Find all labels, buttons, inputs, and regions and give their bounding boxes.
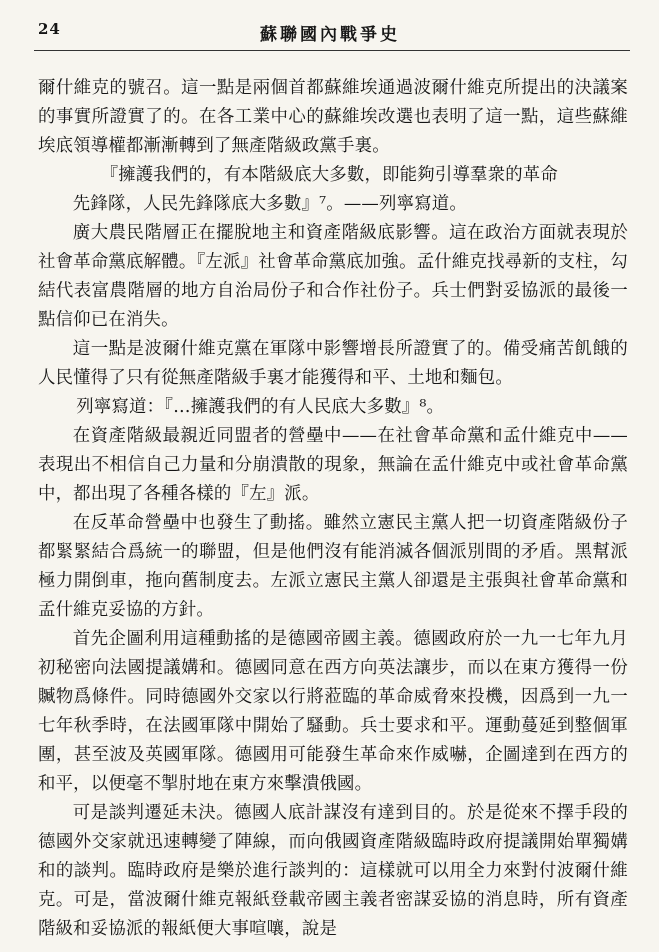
paragraph: 首先企圖利用這種動搖的是德國帝國主義。德國政府於一九一七年九月初秘密向法國提議媾和。德國同意在西方向英法讓步，而以在東方獲得一份贓物爲條件。同時德國外交家以行將蒞臨的革命威脅來投機，因爲到一九一七年秋季時，在法國軍隊中開始了騷動。兵士要求和平。運動蔓延到整個軍團，甚至波及英國軍隊。德國用可能發生革命來作威嚇，企圖達到在西方的和平，以便毫不掣肘地在東方來擊潰俄國。 xyxy=(38,629,628,794)
paragraph: 在資產階級最親近同盟者的營壘中——在社會革命黨和孟什維克中——表現出不相信自己力量和分崩潰散的現象，無論在孟什維克中或社會革命黨中，都出現了各種各樣的『左』派。 xyxy=(38,426,628,504)
paragraph: 可是談判遷延未決。德國人底計謀沒有達到目的。於是從來不擇手段的德國外交家就迅速轉變了陣線，而向俄國資產階級臨時政府提議開始單獨媾和的談判。臨時政府是樂於進行談判的：這樣就可以用全力來對付波爾什維克。可是，當波爾什維克報紙登載帝國主義者密謀妥協的消息時，所有資產階級和妥協派的報紙便大事喧嚷，說是 xyxy=(38,803,628,939)
header-rule xyxy=(34,50,630,51)
paragraph: 這一點是波爾什維克黨在軍隊中影響增長所證實了的。備受痛苦飢餓的人民懂得了只有從無產階級手裏才能獲得和平、土地和麵包。 xyxy=(38,339,628,388)
paragraph: 在反革命營壘中也發生了動搖。雖然立憲民主黨人把一切資產階級份子都緊緊結合爲統一的聯盟，但是他們沒有能消滅各個派別間的矛盾。黑幫派極力開倒車，拖向舊制度去。左派立憲民主黨人卻還是主張與社會革命黨和孟什維克妥協的方針。 xyxy=(38,513,628,620)
paragraph: 廣大農民階層正在擺脫地主和資產階級底影響。這在政治方面就表現於社會革命黨底解體。『左派』社會革命黨底加強。孟什維克找尋新的支柱，勾結代表富農階層的地方自治局份子和合作社份子。兵士們對妥協派的最後一點信仰已在消失。 xyxy=(38,223,628,330)
quotation-lenin-2: 列寧寫道：『…擁護我們的有人民底大多數』⁸。 xyxy=(76,397,445,417)
page-header xyxy=(38,20,628,46)
running-title: 蘇聯國內戰爭史 xyxy=(260,25,400,45)
quotation-lenin-1-continued: 先鋒隊，人民先鋒隊底大多數』⁷。——列寧寫道。 xyxy=(72,194,467,214)
paragraph-continued: 爾什維克的號召。這一點是兩個首都蘇維埃通過波爾什維克所提出的決議案的事實所證實了的。在各工業中心的蘇維埃改選也表明了這一點，這些蘇維埃底領導權都漸漸轉到了無產階級政黨手裏。 xyxy=(38,78,628,156)
body-text xyxy=(38,74,628,944)
page-number: 24 xyxy=(38,20,61,38)
quotation-lenin-1: 『擁護我們的，有本階級底大多數，即能夠引導羣衆的革命 xyxy=(100,165,558,185)
